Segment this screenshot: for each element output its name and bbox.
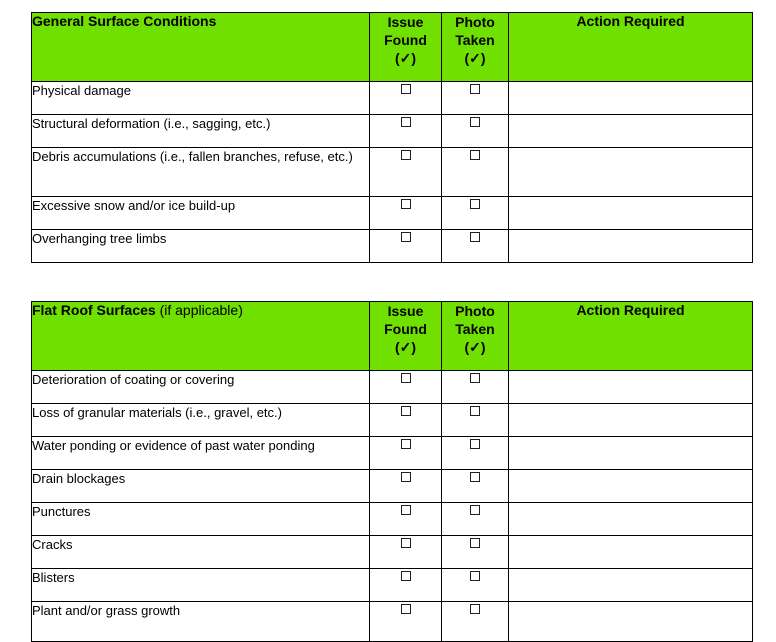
- inspection-item-label: Punctures: [32, 503, 370, 536]
- table-row: [32, 437, 753, 470]
- photo-taken-header: Photo Taken (✓): [442, 302, 509, 371]
- table-row: [32, 115, 753, 148]
- photo-taken-cell: [442, 371, 509, 404]
- inspection-item-label: Structural deformation (i.e., sagging, etc.): [32, 115, 370, 148]
- issue-found-checkbox[interactable]: [401, 538, 411, 548]
- table-header-row: [32, 302, 753, 371]
- table-row: [32, 569, 753, 602]
- issue-found-cell: [370, 197, 442, 230]
- issue-found-cell: [370, 404, 442, 437]
- inspection-item-label: Plant and/or grass growth: [32, 602, 370, 642]
- issue-found-checkbox[interactable]: [401, 150, 411, 160]
- issue-found-checkbox[interactable]: [401, 472, 411, 482]
- photo-taken-cell: [442, 470, 509, 503]
- table-row: [32, 82, 753, 115]
- table-row: [32, 536, 753, 569]
- issue-found-checkbox[interactable]: [401, 439, 411, 449]
- action-required-field[interactable]: [509, 404, 753, 437]
- issue-found-cell: [370, 371, 442, 404]
- photo-taken-checkbox[interactable]: [470, 604, 480, 614]
- issue-found-cell: [370, 569, 442, 602]
- photo-taken-checkbox[interactable]: [470, 232, 480, 242]
- table-row: [32, 503, 753, 536]
- action-required-field[interactable]: [509, 503, 753, 536]
- issue-found-cell: [370, 470, 442, 503]
- action-required-header: Action Required: [509, 13, 753, 82]
- issue-found-cell: [370, 602, 442, 642]
- inspection-item-label: Blisters: [32, 569, 370, 602]
- inspection-item-label: Deterioration of coating or covering: [32, 371, 370, 404]
- photo-taken-cell: [442, 437, 509, 470]
- flat-roof-surfaces-table: [31, 301, 753, 642]
- photo-taken-cell: [442, 602, 509, 642]
- table-row: [32, 404, 753, 437]
- photo-taken-cell: [442, 115, 509, 148]
- action-required-field[interactable]: [509, 197, 753, 230]
- issue-found-checkbox[interactable]: [401, 406, 411, 416]
- issue-found-checkbox[interactable]: [401, 199, 411, 209]
- issue-found-checkbox[interactable]: [401, 505, 411, 515]
- action-required-field[interactable]: [509, 437, 753, 470]
- photo-taken-cell: [442, 503, 509, 536]
- issue-found-header: Issue Found (✓): [370, 302, 442, 371]
- photo-taken-checkbox[interactable]: [470, 150, 480, 160]
- inspection-item-label: Overhanging tree limbs: [32, 230, 370, 263]
- issue-found-header: Issue Found (✓): [370, 13, 442, 82]
- photo-taken-cell: [442, 197, 509, 230]
- issue-found-cell: [370, 437, 442, 470]
- table-header-row: [32, 13, 753, 82]
- photo-taken-cell: [442, 82, 509, 115]
- photo-taken-header: Photo Taken (✓): [442, 13, 509, 82]
- photo-taken-checkbox[interactable]: [470, 505, 480, 515]
- table-row: [32, 470, 753, 503]
- issue-found-cell: [370, 230, 442, 263]
- action-required-field[interactable]: [509, 115, 753, 148]
- photo-taken-checkbox[interactable]: [470, 406, 480, 416]
- photo-taken-checkbox[interactable]: [470, 571, 480, 581]
- section-title: General Surface Conditions: [32, 13, 370, 82]
- action-required-field[interactable]: [509, 148, 753, 197]
- photo-taken-cell: [442, 230, 509, 263]
- action-required-field[interactable]: [509, 230, 753, 263]
- photo-taken-checkbox[interactable]: [470, 439, 480, 449]
- issue-found-cell: [370, 82, 442, 115]
- general-surface-conditions-table: [31, 12, 753, 263]
- action-required-field[interactable]: [509, 569, 753, 602]
- table-row: [32, 197, 753, 230]
- issue-found-checkbox[interactable]: [401, 117, 411, 127]
- action-required-field[interactable]: [509, 536, 753, 569]
- issue-found-cell: [370, 503, 442, 536]
- issue-found-checkbox[interactable]: [401, 373, 411, 383]
- photo-taken-checkbox[interactable]: [470, 538, 480, 548]
- photo-taken-checkbox[interactable]: [470, 84, 480, 94]
- inspection-item-label: Loss of granular materials (i.e., gravel, etc.): [32, 404, 370, 437]
- inspection-item-label: Debris accumulations (i.e., fallen branches, refuse, etc.): [32, 148, 370, 197]
- table-row: [32, 371, 753, 404]
- issue-found-cell: [370, 148, 442, 197]
- issue-found-checkbox[interactable]: [401, 571, 411, 581]
- photo-taken-cell: [442, 569, 509, 602]
- photo-taken-checkbox[interactable]: [470, 199, 480, 209]
- inspection-item-label: Water ponding or evidence of past water ponding: [32, 437, 370, 470]
- photo-taken-cell: [442, 404, 509, 437]
- action-required-field[interactable]: [509, 602, 753, 642]
- action-required-header: Action Required: [509, 302, 753, 371]
- table-row: [32, 148, 753, 197]
- table-row: [32, 602, 753, 642]
- issue-found-checkbox[interactable]: [401, 604, 411, 614]
- inspection-item-label: Cracks: [32, 536, 370, 569]
- issue-found-checkbox[interactable]: [401, 232, 411, 242]
- photo-taken-cell: [442, 148, 509, 197]
- issue-found-cell: [370, 536, 442, 569]
- table-row: [32, 230, 753, 263]
- photo-taken-checkbox[interactable]: [470, 373, 480, 383]
- photo-taken-cell: [442, 536, 509, 569]
- section-title: Flat Roof Surfaces (if applicable): [32, 302, 370, 371]
- action-required-field[interactable]: [509, 82, 753, 115]
- action-required-field[interactable]: [509, 470, 753, 503]
- inspection-item-label: Physical damage: [32, 82, 370, 115]
- inspection-item-label: Drain blockages: [32, 470, 370, 503]
- issue-found-checkbox[interactable]: [401, 84, 411, 94]
- issue-found-cell: [370, 115, 442, 148]
- photo-taken-checkbox[interactable]: [470, 472, 480, 482]
- inspection-item-label: Excessive snow and/or ice build-up: [32, 197, 370, 230]
- photo-taken-checkbox[interactable]: [470, 117, 480, 127]
- action-required-field[interactable]: [509, 371, 753, 404]
